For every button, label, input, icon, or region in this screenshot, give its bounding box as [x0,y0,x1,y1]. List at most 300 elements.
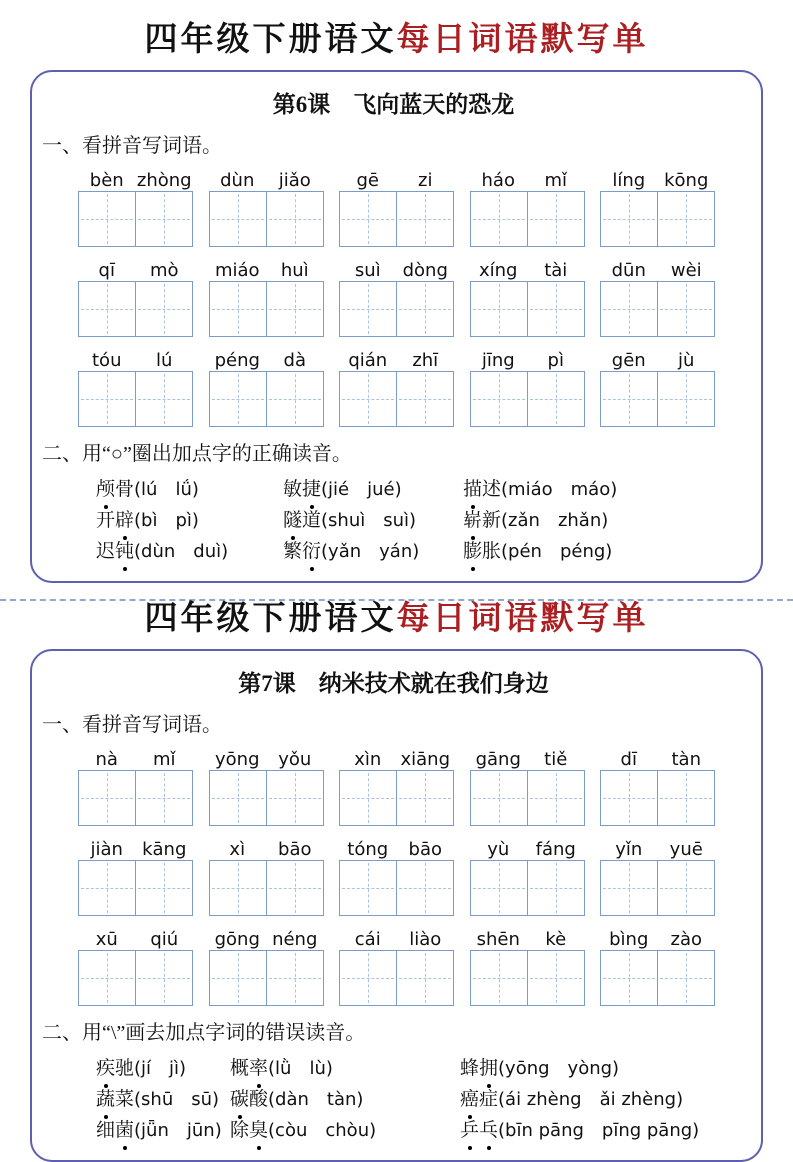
pinyin-word-item [339,745,454,826]
writing-cell [210,282,266,336]
pinyin-word-item [339,925,454,1006]
pinyin-word-item [470,835,585,916]
pinyin-syllable: xì [229,839,246,861]
word [460,1089,498,1110]
pinyin-label [470,745,585,770]
pinyin-label [600,166,715,191]
writing-cell [266,192,323,246]
word-char: 颅 [96,474,115,505]
pinyin-syllable: bìng [609,929,649,951]
writing-cell [601,372,657,426]
word [463,510,501,531]
writing-cell [396,861,453,915]
task2-heading: 二、用“○”圈出加点字的正确读音。 [42,442,352,465]
pronunciation-item [463,536,745,567]
writing-grid [78,860,193,916]
pinyin-word-item [600,835,715,916]
pinyin-label [600,835,715,860]
pinyin-syllable: yù [487,839,510,861]
writing-cell [135,192,192,246]
writing-grid [339,950,454,1006]
pronunciation-item [230,1115,460,1146]
pinyin-label [339,256,454,281]
word-char: 癌 [460,1084,479,1115]
word-char: 膨 [463,536,482,567]
writing-grid [78,770,193,826]
pinyin-syllable: gē [356,170,379,192]
sections-container [0,22,793,1162]
pinyin-syllable: qián [348,350,388,372]
pinyin-syllable: dūn [611,260,646,282]
word-char: 辟 [115,505,134,536]
pinyin-label [78,745,193,770]
pronunciation-options: (shuì suì) [321,509,417,531]
pinyin-syllable: qī [98,260,115,282]
word [463,541,501,562]
writing-cell [471,372,527,426]
word [283,479,321,500]
writing-cell [396,372,453,426]
pinyin-syllable: suì [354,260,381,282]
pinyin-word-item [470,346,585,427]
pronunciation-item [96,474,283,505]
word-char: 菌 [115,1115,134,1146]
word-char: 道 [302,509,322,531]
word-char: 迟 [96,540,116,562]
pinyin-syllable: huì [280,260,309,282]
writing-cell [266,861,323,915]
pinyin-word-item [78,835,193,916]
pinyin-syllable: tàn [671,749,701,771]
word [230,1120,268,1141]
pinyin-syllable: péng [214,350,260,372]
word [230,1058,268,1079]
pinyin-syllable: cái [354,929,381,951]
word-char: 蔬 [96,1084,115,1115]
writing-cell [210,771,266,825]
pronunciation-options: (jǖn jūn) [134,1119,222,1141]
pinyin-word-item [339,166,454,247]
pronunciation-item [96,536,283,567]
word [230,1089,268,1110]
pronunciation-options: (jí jì) [134,1057,187,1079]
word-char: 骨 [115,478,135,500]
pinyin-syllable: dī [620,749,637,771]
pronunciation-item [230,1053,460,1084]
pinyin-label [600,346,715,371]
writing-cell [266,282,323,336]
pronunciation-options: (dàn tàn) [268,1088,364,1110]
pinyin-syllable: yōng [215,749,260,771]
word-char: 碳 [230,1084,249,1115]
writing-grid [209,950,324,1006]
pinyin-row [42,346,745,427]
writing-grid [339,191,454,247]
pinyin-label [209,166,324,191]
pinyin-syllable: bèn [89,170,124,192]
word-char: 开 [96,509,116,531]
writing-cell [79,282,135,336]
pinyin-syllable: lú [156,350,173,372]
word-char: 新 [482,509,502,531]
writing-cell [601,282,657,336]
pronunciation-item [463,474,745,505]
pinyin-syllable: liào [409,929,442,951]
writing-cell [135,951,192,1005]
writing-grid [339,281,454,337]
pinyin-word-item [470,166,585,247]
pronunciation-options: (bīn pāng pīng pāng) [498,1119,700,1141]
pinyin-syllable: jù [678,350,695,372]
writing-cell [340,771,396,825]
pinyin-label [78,346,193,371]
word-char: 除 [230,1119,250,1141]
pronunciation-item [463,505,745,536]
writing-cell [79,951,135,1005]
word-char: 崭 [463,505,482,536]
pinyin-word-item [470,925,585,1006]
pinyin-syllable: háo [481,170,515,192]
writing-cell [471,771,527,825]
pinyin-word-item [339,346,454,427]
pronunciation-row [96,536,745,567]
writing-cell [135,372,192,426]
word [460,1120,498,1141]
title-course-part: 四年级下册语文 [144,22,397,58]
writing-grid [78,191,193,247]
word-char: 繁 [283,540,303,562]
word-char: 酸 [249,1088,269,1110]
pinyin-word-item [600,166,715,247]
writing-grid [339,860,454,916]
writing-cell [396,771,453,825]
word-char: 臭 [249,1115,268,1146]
pinyin-syllable: zhī [412,350,439,372]
writing-cell [396,282,453,336]
content-panel [30,70,763,583]
writing-grid [470,950,585,1006]
pinyin-syllable: tiě [544,749,568,771]
pinyin-label [600,256,715,281]
pronunciation-options: (lǜ lù) [268,1057,333,1079]
pinyin-syllable: jiǎo [278,170,311,192]
pronunciation-item [283,505,463,536]
pinyin-syllable: dòng [402,260,448,282]
pinyin-syllable: miáo [214,260,260,282]
pinyin-label [339,925,454,950]
word [96,510,134,531]
pinyin-label [470,256,585,281]
word-char: 敏 [283,478,303,500]
pinyin-syllable: xū [95,929,118,951]
pinyin-syllable: wèi [670,260,702,282]
pinyin-label [339,745,454,770]
content-panel [30,649,763,1162]
writing-grid [209,281,324,337]
word-char: 述 [482,478,502,500]
pinyin-syllable: qiú [150,929,179,951]
pinyin-syllable: gēn [611,350,646,372]
pronunciation-options: (shū sū) [134,1088,220,1110]
writing-grid [470,281,585,337]
pinyin-word-item [78,925,193,1006]
pinyin-word-item [470,745,585,826]
writing-cell [79,771,135,825]
pinyin-word-item [600,346,715,427]
pinyin-label [209,256,324,281]
pinyin-word-item [470,256,585,337]
writing-cell [79,372,135,426]
pinyin-label [600,745,715,770]
pronunciation-options: (còu chòu) [268,1119,377,1141]
pinyin-word-item [78,346,193,427]
pronunciation-item [230,1084,460,1115]
writing-cell [471,192,527,246]
pinyin-syllable: líng [612,170,646,192]
writing-grid [600,371,715,427]
writing-cell [266,372,323,426]
pronunciation-options: (miáo máo) [501,478,618,500]
pinyin-syllable: bāo [408,839,442,861]
writing-cell [657,771,714,825]
writing-cell [396,192,453,246]
pinyin-syllable: kāng [142,839,187,861]
pinyin-label [339,835,454,860]
pinyin-syllable: pì [547,350,564,372]
pinyin-word-item [600,745,715,826]
title-red-part: 每日词语默写单 [396,600,649,637]
word-char: 率 [249,1053,268,1084]
writing-grid [600,950,715,1006]
writing-cell [601,861,657,915]
pinyin-label [78,166,193,191]
writing-grid [470,371,585,427]
pronunciation-options: (ái zhèng ǎi zhèng) [498,1088,684,1110]
word [96,541,134,562]
pinyin-syllable: bāo [278,839,312,861]
writing-cell [471,861,527,915]
pinyin-label [339,346,454,371]
title-red-part: 每日词语默写单 [396,22,649,58]
writing-cell [527,771,584,825]
pinyin-syllable: mǐ [152,749,176,771]
writing-grid [78,950,193,1006]
pronunciation-item [460,1115,745,1146]
task1-heading: 一、看拼音写词语。 [42,713,222,736]
pronunciation-options: (yōng yòng) [498,1057,620,1079]
word-char: 疾 [96,1053,115,1084]
pronunciation-row [96,1053,745,1084]
writing-grid [600,770,715,826]
word [283,510,321,531]
writing-cell [527,951,584,1005]
writing-grid [600,191,715,247]
pinyin-syllable: mò [149,260,179,282]
writing-cell [340,372,396,426]
lesson-title: 第6课 飞向蓝天的恐龙 [272,91,515,117]
page-title [0,601,793,639]
pinyin-syllable: zào [670,929,702,951]
task2-heading: 二、用“\”画去加点字词的错误读音。 [42,1021,366,1044]
pinyin-label [78,835,193,860]
word-char: 蜂 [460,1057,480,1079]
pinyin-syllable: tóng [347,839,389,861]
pinyin-syllable: yuē [669,839,703,861]
pinyin-syllable: tài [544,260,568,282]
writing-cell [340,861,396,915]
pronunciation-row [96,474,745,505]
writing-cell [601,771,657,825]
writing-grid [209,770,324,826]
writing-cell [135,771,192,825]
writing-grid [78,371,193,427]
writing-grid [339,770,454,826]
pinyin-label [600,925,715,950]
writing-cell [657,372,714,426]
writing-grid [600,281,715,337]
pronunciation-options: (pén péng) [501,540,613,562]
pinyin-syllable: mǐ [544,170,568,192]
writing-grid [209,191,324,247]
writing-cell [601,951,657,1005]
pronunciation-item [96,1084,230,1115]
pinyin-syllable: dùn [220,170,255,192]
pinyin-label [339,166,454,191]
writing-cell [210,861,266,915]
writing-cell [657,861,714,915]
pinyin-label [470,835,585,860]
pinyin-word-item [78,256,193,337]
pinyin-word-item [339,835,454,916]
pinyin-word-item [78,745,193,826]
pinyin-word-item [209,256,324,337]
pinyin-label [470,166,585,191]
pronunciation-options: (dùn duì) [134,540,229,562]
word [96,479,134,500]
word [96,1120,134,1141]
pinyin-label [209,745,324,770]
pinyin-syllable: kè [545,929,567,951]
word [283,541,321,562]
writing-grid [470,770,585,826]
pinyin-syllable: fáng [535,839,576,861]
pronunciation-item [460,1084,745,1115]
writing-cell [135,282,192,336]
pinyin-syllable: xiāng [400,749,451,771]
pronunciation-row [96,505,745,536]
pronunciation-item [460,1053,745,1084]
word-char: 乒 [460,1115,479,1146]
pinyin-label [78,925,193,950]
writing-grid [209,371,324,427]
pinyin-syllable: gāng [475,749,521,771]
title-course-part: 四年级下册语文 [144,600,397,637]
word-char: 隧 [283,505,302,536]
pronunciation-item [96,1115,230,1146]
writing-cell [210,192,266,246]
pinyin-syllable: kōng [664,170,709,192]
writing-cell [79,861,135,915]
writing-grid [470,860,585,916]
pinyin-row [42,745,745,826]
worksheet-section [0,22,793,583]
pinyin-label [209,925,324,950]
pinyin-row [42,835,745,916]
writing-cell [266,771,323,825]
writing-cell [340,192,396,246]
writing-cell [210,372,266,426]
pinyin-row [42,925,745,1006]
word-char: 描 [463,474,482,505]
word-char: 细 [96,1119,116,1141]
pinyin-syllable: tóu [92,350,122,372]
writing-grid [470,191,585,247]
pinyin-syllable: zi [418,170,433,192]
writing-cell [657,282,714,336]
pinyin-label [470,346,585,371]
pinyin-syllable: gōng [214,929,260,951]
word [96,1089,134,1110]
worksheet-section [0,601,793,1162]
word-char: 拥 [479,1053,498,1084]
writing-cell [396,951,453,1005]
page-title [0,22,793,60]
pinyin-word-item [209,835,324,916]
pronunciation-options: (zǎn zhǎn) [501,509,609,531]
pronunciation-row [96,1084,745,1115]
writing-cell [527,192,584,246]
pinyin-word-item [600,925,715,1006]
word-char: 捷 [302,474,321,505]
word-char: 驰 [115,1057,135,1079]
pronunciation-options: (jié jué) [321,478,402,500]
word [463,479,501,500]
pinyin-word-item [339,256,454,337]
pronunciation-options: (yǎn yán) [321,540,420,562]
word-char: 菜 [115,1088,135,1110]
pinyin-word-item [209,745,324,826]
pronunciation-item [96,505,283,536]
pronunciation-options: (lú lǘ) [134,478,199,500]
writing-grid [339,371,454,427]
pinyin-syllable: nà [95,749,118,771]
pinyin-syllable: néng [272,929,318,951]
writing-cell [527,282,584,336]
pinyin-label [209,835,324,860]
pinyin-syllable: jiàn [90,839,123,861]
pinyin-word-item [78,166,193,247]
writing-cell [471,951,527,1005]
pinyin-row [42,256,745,337]
word-char: 钝 [115,536,134,567]
writing-cell [340,951,396,1005]
writing-cell [527,861,584,915]
writing-cell [601,192,657,246]
writing-cell [79,192,135,246]
pinyin-syllable: xíng [479,260,518,282]
pronunciation-item [283,536,463,567]
writing-cell [340,282,396,336]
word-char: 乓 [479,1115,498,1146]
pinyin-word-item [209,346,324,427]
pronunciation-item [96,1053,230,1084]
pinyin-syllable: zhòng [136,170,192,192]
pronunciation-options: (bì pì) [134,509,199,531]
lesson-title: 第7课 纳米技术就在我们身边 [238,670,549,696]
pinyin-word-item [209,925,324,1006]
writing-cell [527,372,584,426]
writing-cell [657,951,714,1005]
